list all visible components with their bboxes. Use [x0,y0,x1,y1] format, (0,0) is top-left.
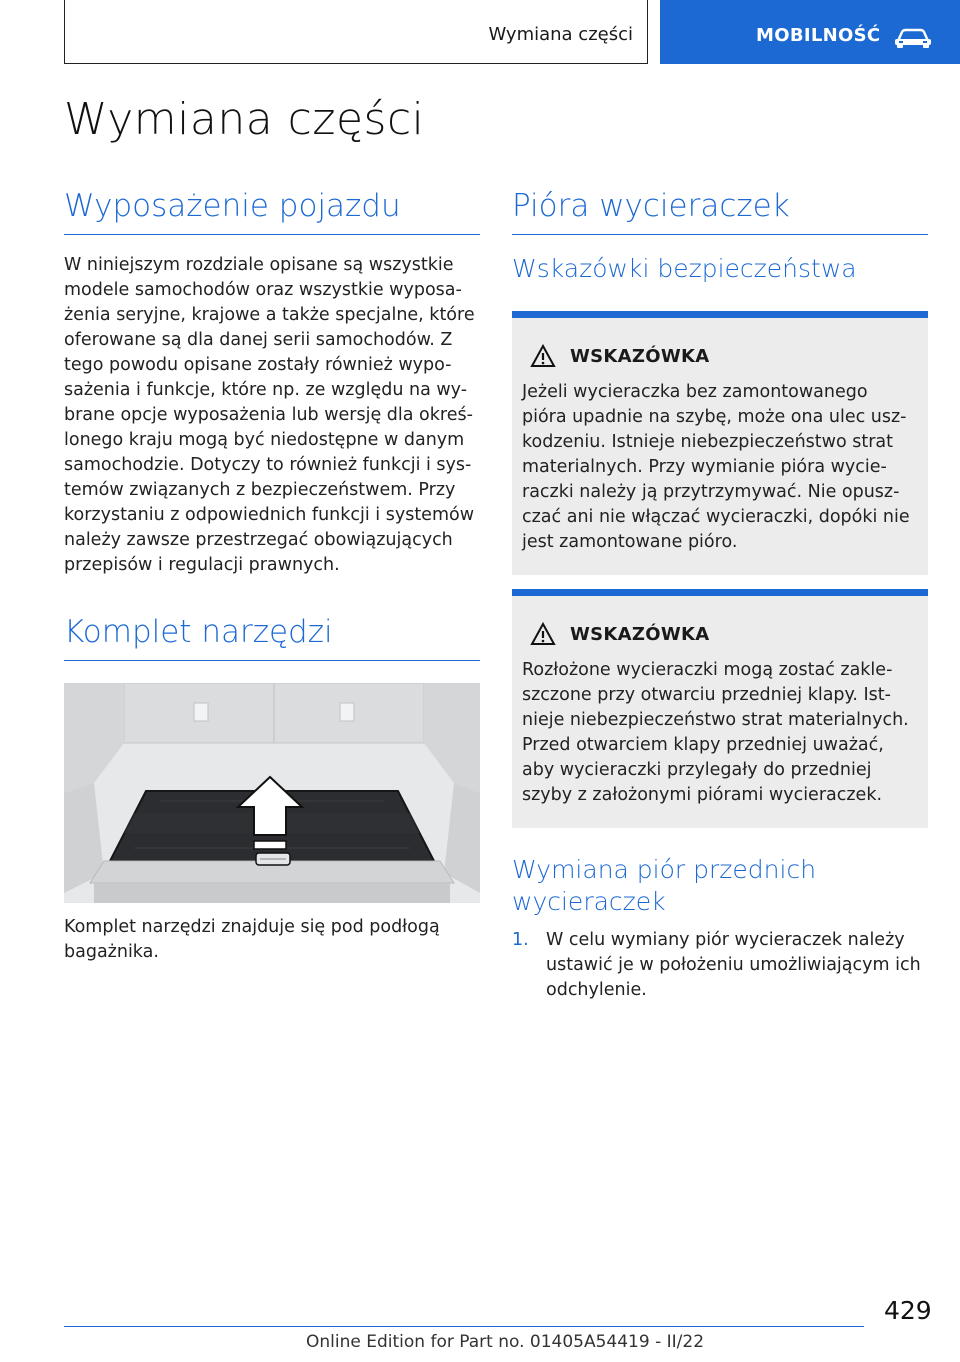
text-line: szczone przy otwarciu przedniej klapy. Ist- [522,685,891,705]
header-chapter-tab[interactable] [660,0,960,64]
text-line: oferowane są dla danej serii samochodów. Z [64,330,453,350]
right-column [512,188,928,1003]
text-line: aby wycieraczki przylegały do przedniej [522,760,872,780]
text-line: ustawić je w położeniu umożliwiającym ich [546,955,921,975]
text-line: sażenia i funkcje, które np. ze względu na wy- [64,380,468,400]
warning-title: WSKAZÓWKA [570,623,710,645]
text-line: jest zamontowane pióro. [522,532,738,552]
page-number: 429 [884,1296,932,1325]
heading-vehicle-equipment: Wyposażenie pojazdu [64,188,480,235]
step-number: 1. [512,930,529,950]
text-line: samochodzie. Dotyczy to również funkcji i sys- [64,455,472,475]
heading-wiper-blades: Pióra wycieraczek [512,188,928,235]
step-item [512,928,928,1003]
text-line: korzystaniu z odpowiednich funkcji i systemów [64,505,475,525]
text-line: Rozłożone wycieraczki mogą zostać zakle- [522,660,893,680]
warning-title: WSKAZÓWKA [570,345,710,367]
heading-replace-front-wipers [512,854,928,918]
car-icon [893,27,933,49]
text-line: nieje niebezpieczeństwo strat materialnych. [522,710,909,730]
text-line: pióra upadnie na szybę, może ona ulec usz- [522,407,907,427]
warning-header [522,344,920,368]
text-line: przepisów i regulacji prawnych. [64,555,340,575]
text-line: Jeżeli wycieraczka bez zamontowanego [522,382,868,402]
text-line: modele samochodów oraz wszystkie wyposa- [64,280,462,300]
text-line: należy zawsze przestrzegać obowiązujących [64,530,453,550]
tool-kit-caption [64,915,480,965]
warning-text [522,658,920,808]
text-line: Przed otwarciem klapy przedniej uważać, [522,735,884,755]
trunk-floor-illustration [64,683,480,903]
text-line: temów związanych z bezpieczeństwem. Przy [64,480,456,500]
text-line: kodzeniu. Istnieje niebezpieczeństwo strat [522,432,894,452]
heading-line: Wymiana piór przednich [512,855,817,884]
warning-triangle-icon [530,344,556,368]
text-line: raczki należy ją przytrzymywać. Nie opusz- [522,482,900,502]
header-section-title: Wymiana części [488,24,633,45]
warning-text [522,380,920,555]
header-chapter-label: MOBILNOŚĆ [756,25,881,46]
trunk-floor-drawing [64,683,480,903]
heading-tool-kit: Komplet narzędzi [64,614,480,661]
text-line: brane opcje wyposażenia lub wersję dla okreś- [64,405,473,425]
text-line: W niniejszym rozdziale opisane są wszystkie [64,255,454,275]
text-line: bagażnika. [64,942,159,962]
text-line: żenia seryjne, krajowe a także specjalne, które [64,305,475,325]
heading-safety-notes: Wskazówki bezpieczeństwa [512,254,857,283]
warning-box-1 [512,311,928,575]
text-line: szyby z założonymi piórami wycieraczek. [522,785,883,805]
footer-edition: Online Edition for Part no. 01405A54419 - II/22 [306,1332,705,1352]
text-line: materialnych. Przy wymianie pióra wycie- [522,457,887,477]
warning-header [522,622,920,646]
text-line: tego powodu opisane zostały również wypo- [64,355,452,375]
heading-line: wycieraczek [512,887,666,916]
text-line: czać ani nie włączać wycieraczki, dopóki nie [522,507,910,527]
warning-triangle-icon [530,622,556,646]
text-line: odchylenie. [546,980,647,1000]
text-line: W celu wymiany piór wycieraczek należy [546,930,905,950]
page-title: Wymiana części [64,94,425,145]
header-section-box [64,0,648,64]
footer-divider [64,1326,864,1327]
text-line: lonego kraju mogą być niedostępne w danym [64,430,465,450]
vehicle-paragraph [64,253,480,578]
step-text [546,928,921,1003]
left-column [64,188,480,965]
warning-box-2 [512,589,928,828]
text-line: Komplet narzędzi znajduje się pod podłogą [64,917,440,937]
